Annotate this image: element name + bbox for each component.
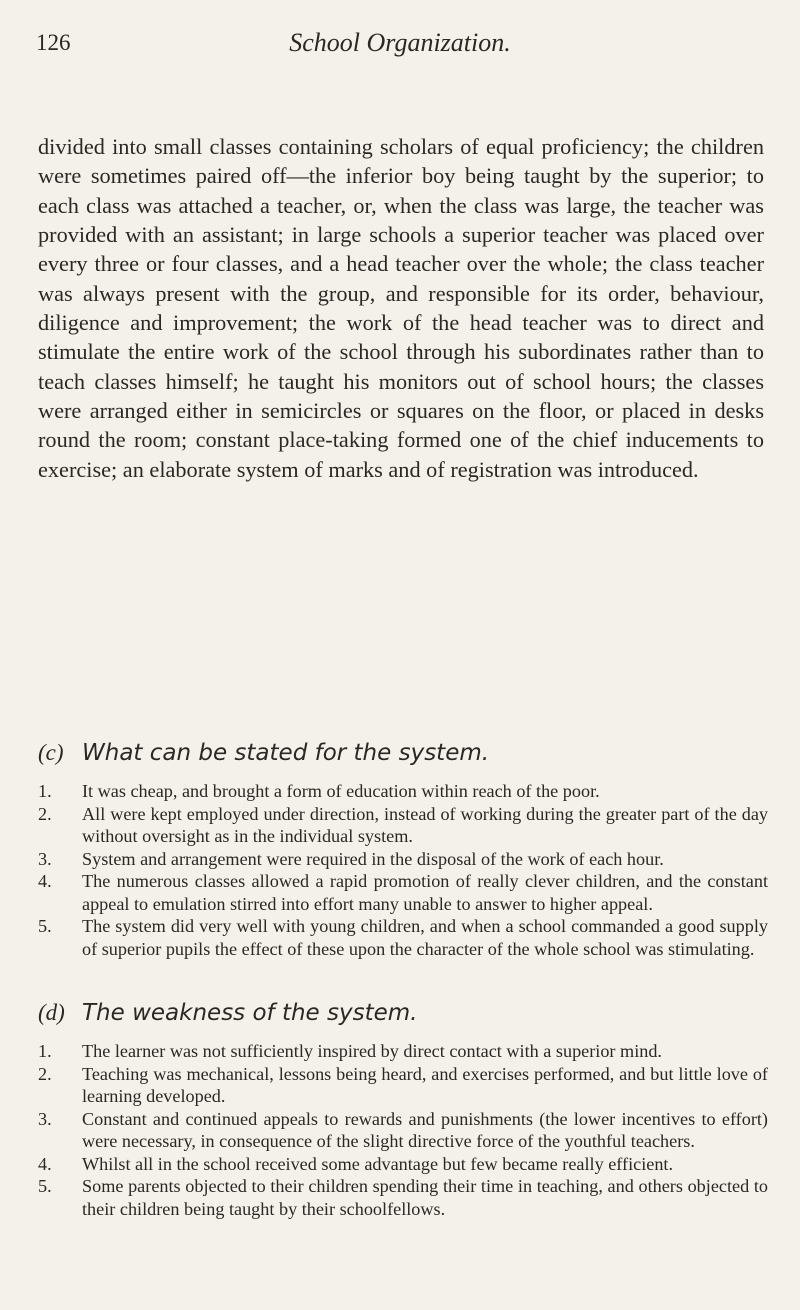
item-text: It was cheap, and brought a form of education within reach of the poor. — [82, 781, 600, 801]
section-heading-c — [38, 740, 768, 766]
section-marker-d: (d) — [38, 1000, 65, 1025]
item-text: Teaching was mechanical, lessons being heard, and exercises performed, and but little love of learning developed. — [82, 1063, 768, 1106]
weaknesses-list — [38, 1040, 768, 1220]
item-text: Constant and continued appeals to rewards and punishments (the lower incentives to effort) were necessary, in consequence of the slight directive force of the youthful teachers. — [82, 1108, 768, 1151]
item-number: 5. — [38, 916, 52, 936]
item-text: Whilst all in the school received some advantage but few became really efficient. — [82, 1153, 674, 1174]
strengths-list — [38, 780, 768, 960]
item-text: The learner was not sufficiently inspired by direct contact with a superior mind. — [82, 1041, 662, 1061]
list-item — [38, 1108, 768, 1153]
list-item — [38, 870, 768, 915]
section-title-c: What can be stated for the system. — [82, 740, 490, 766]
item-text: System and arrangement were required in the disposal of the work of each hour. — [82, 848, 664, 869]
section-title-d: The weakness of the system. — [82, 1000, 418, 1026]
item-text: The system did very well with young children, and when a school commanded a good supply of superior pupils the effect of these upon the character of the whole school was stimulating. — [82, 916, 768, 959]
body-paragraph: divided into small classes containing scholars of equal proficiency; the children were sometimes paired off—the inferior boy being taught by the superior; to each class was attached a teacher, or, when the class was large, the teacher was provided with an assistant; in large schools a superior teacher was placed over every three or four classes, and a head teacher over the whole; the class teacher was always present with the group, and responsible for its order, behaviour, diligence and improvement; the work of the head teacher was to direct and stimulate the entire work of the school through his subordinates rather than to teach classes himself; he taught his monitors out of school hours; the classes were arranged either in semicircles or squares on the floor, or placed in desks round the room; constant place-taking formed one of the chief inducements to exercise; an elaborate system of marks and of registration was introduced. — [38, 134, 764, 482]
page-header — [36, 24, 764, 64]
item-number: 3. — [38, 848, 52, 869]
item-number: 2. — [38, 803, 52, 824]
item-number: 1. — [38, 781, 52, 801]
list-item — [38, 1175, 768, 1220]
list-item — [38, 915, 768, 960]
list-item — [38, 1040, 768, 1063]
page-number: 126 — [36, 30, 71, 55]
list-item — [38, 780, 768, 803]
item-number: 4. — [38, 871, 52, 891]
item-number: 1. — [38, 1041, 52, 1061]
item-text: All were kept employed under direction, instead of working during the greater part of the day without oversight as in the individual system. — [82, 803, 768, 846]
item-number: 5. — [38, 1176, 52, 1196]
section-marker-c: (c) — [38, 740, 64, 765]
item-number: 3. — [38, 1108, 52, 1129]
running-title: School Organization. — [289, 28, 511, 57]
item-text: Some parents objected to their children spending their time in teaching, and others objected to their children being taught by their schoolfellows. — [82, 1176, 768, 1219]
item-text: The numerous classes allowed a rapid promotion of really clever children, and the constant appeal to emulation stirred into effort many unable to answer to higher appeal. — [82, 871, 768, 914]
item-number: 4. — [38, 1153, 52, 1174]
list-item — [38, 803, 768, 848]
list-item — [38, 1063, 768, 1108]
item-number: 2. — [38, 1063, 52, 1084]
list-item — [38, 1153, 768, 1176]
list-item — [38, 848, 768, 871]
section-heading-d — [38, 1000, 768, 1026]
